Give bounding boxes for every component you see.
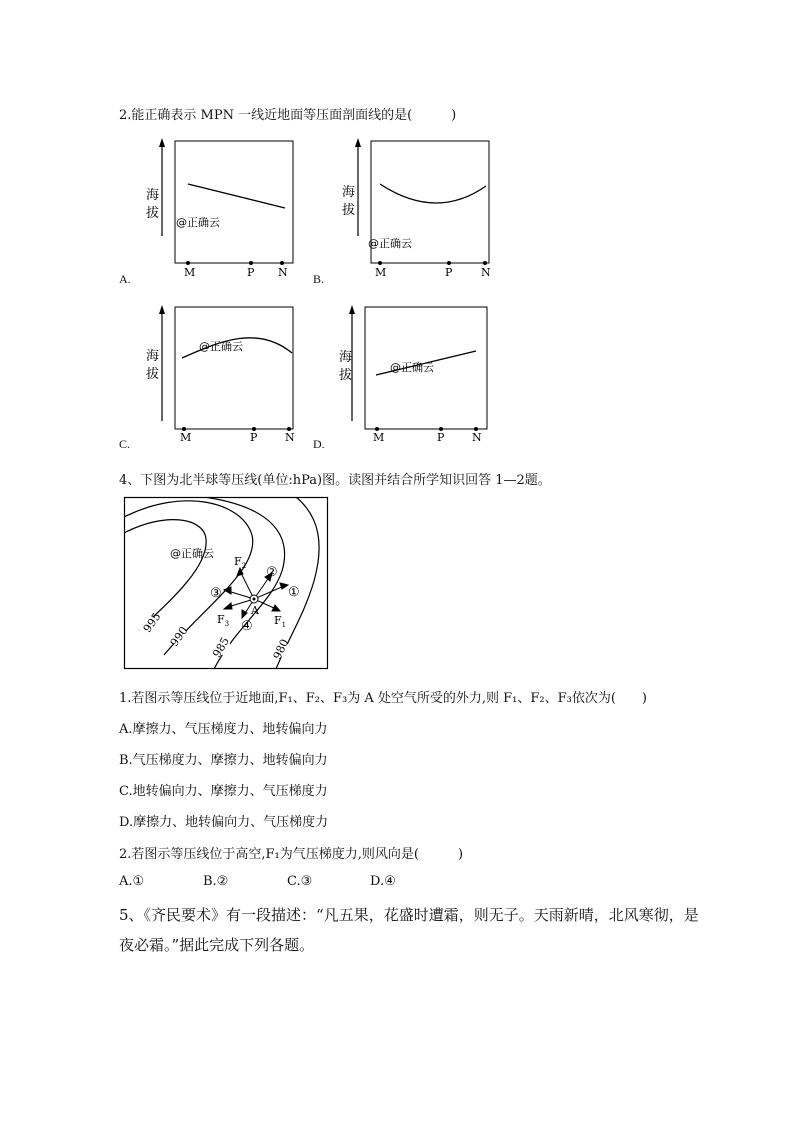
point-p-label: P [445, 266, 453, 279]
watermark: @正确云 [170, 547, 214, 560]
panel-a-option: A. [119, 272, 131, 286]
question-4-intro: 4、下图为北半球等压线(单位:hPa)图。读图并结合所学知识回答 1—2题。 [119, 473, 551, 488]
subquestion-2-option-b: B.② [203, 874, 229, 889]
point-p-label: P [247, 266, 255, 279]
circled-2: ② [266, 565, 278, 580]
point-m-label: M [180, 431, 192, 444]
panel-d-figure [330, 303, 500, 443]
subquestion-2-stem: 2.若图示等压线位于高空,F₁为气压梯度力,则风向是( ) [119, 847, 464, 862]
subquestion-1-option-d: D.摩擦力、地转偏向力、气压梯度力 [119, 815, 329, 830]
force-f2-label: $F_2$ [234, 555, 247, 570]
isobar-label-990: 990 [167, 624, 191, 649]
watermark: @正确云 [176, 216, 220, 229]
point-a-label: A [251, 604, 259, 617]
point-m-label: M [184, 266, 196, 279]
point-n-label: N [278, 266, 288, 279]
panel-b-option: B. [313, 272, 325, 286]
point-m-label: M [375, 266, 387, 279]
subquestion-2-option-d: D.④ [370, 874, 396, 889]
point-n-label: N [481, 266, 491, 279]
axis-label-char-1: 海 [339, 350, 353, 365]
circled-3: ③ [210, 586, 222, 601]
axis-label-char-2: 拔 [339, 368, 353, 383]
axis-label-char-2: 拔 [342, 203, 356, 218]
point-p-label: P [437, 431, 445, 444]
subquestion-2-option-c: C.③ [287, 874, 313, 889]
question-2-title: 2.能正确表示 MPN 一线近地面等压面剖面线的是( ) [119, 108, 457, 123]
watermark: @正确云 [368, 237, 412, 250]
axis-label-char-1: 海 [146, 349, 160, 364]
panel-c-figure [140, 303, 310, 443]
subquestion-1-stem: 1.若图示等压线位于近地面,F₁、F₂、F₃为 A 处空气所受的外力,则 F₁、F₂、F₃依次为( ) [119, 691, 647, 706]
isobar-figure [124, 497, 330, 670]
subquestion-2-option-a: A.① [119, 874, 145, 889]
panel-b-figure [336, 136, 506, 279]
circled-4: ④ [241, 619, 253, 634]
panel-c-option: C. [119, 437, 131, 451]
circled-1: ① [288, 585, 300, 600]
subquestion-1-option-c: C.地转偏向力、摩擦力、气压梯度力 [119, 784, 328, 799]
point-p-label: P [250, 431, 258, 444]
watermark: @正确云 [390, 361, 434, 374]
panel-a-figure [140, 136, 310, 279]
isobar-label-995: 995 [140, 610, 164, 635]
axis-label-char-2: 拔 [146, 367, 160, 382]
axis-label-char-2: 拔 [146, 206, 160, 221]
question-5-line-2: 夜必霜。”据此完成下列各题。 [119, 936, 315, 954]
point-m-label: M [373, 431, 385, 444]
point-n-label: N [285, 431, 295, 444]
axis-label-char-1: 海 [146, 188, 160, 203]
isobar-label-980: 980 [270, 637, 292, 662]
watermark: @正确云 [199, 340, 243, 353]
subquestion-1-option-a: A.摩擦力、气压梯度力、地转偏向力 [119, 722, 328, 737]
axis-label-char-1: 海 [342, 185, 356, 200]
point-n-label: N [472, 431, 482, 444]
subquestion-1-option-b: B.气压梯度力、摩擦力、地转偏向力 [119, 753, 328, 768]
question-5-line-1: 5、《齐民要术》有一段描述：“凡五果，花盛时遭霜，则无子。天雨新晴，北风寒彻，是 [119, 906, 699, 924]
force-f1-label: $F_1$ [274, 614, 287, 629]
force-f3-label: $F_3$ [217, 613, 230, 628]
panel-d-option: D. [313, 437, 325, 451]
isobar-label-985: 985 [210, 635, 232, 660]
